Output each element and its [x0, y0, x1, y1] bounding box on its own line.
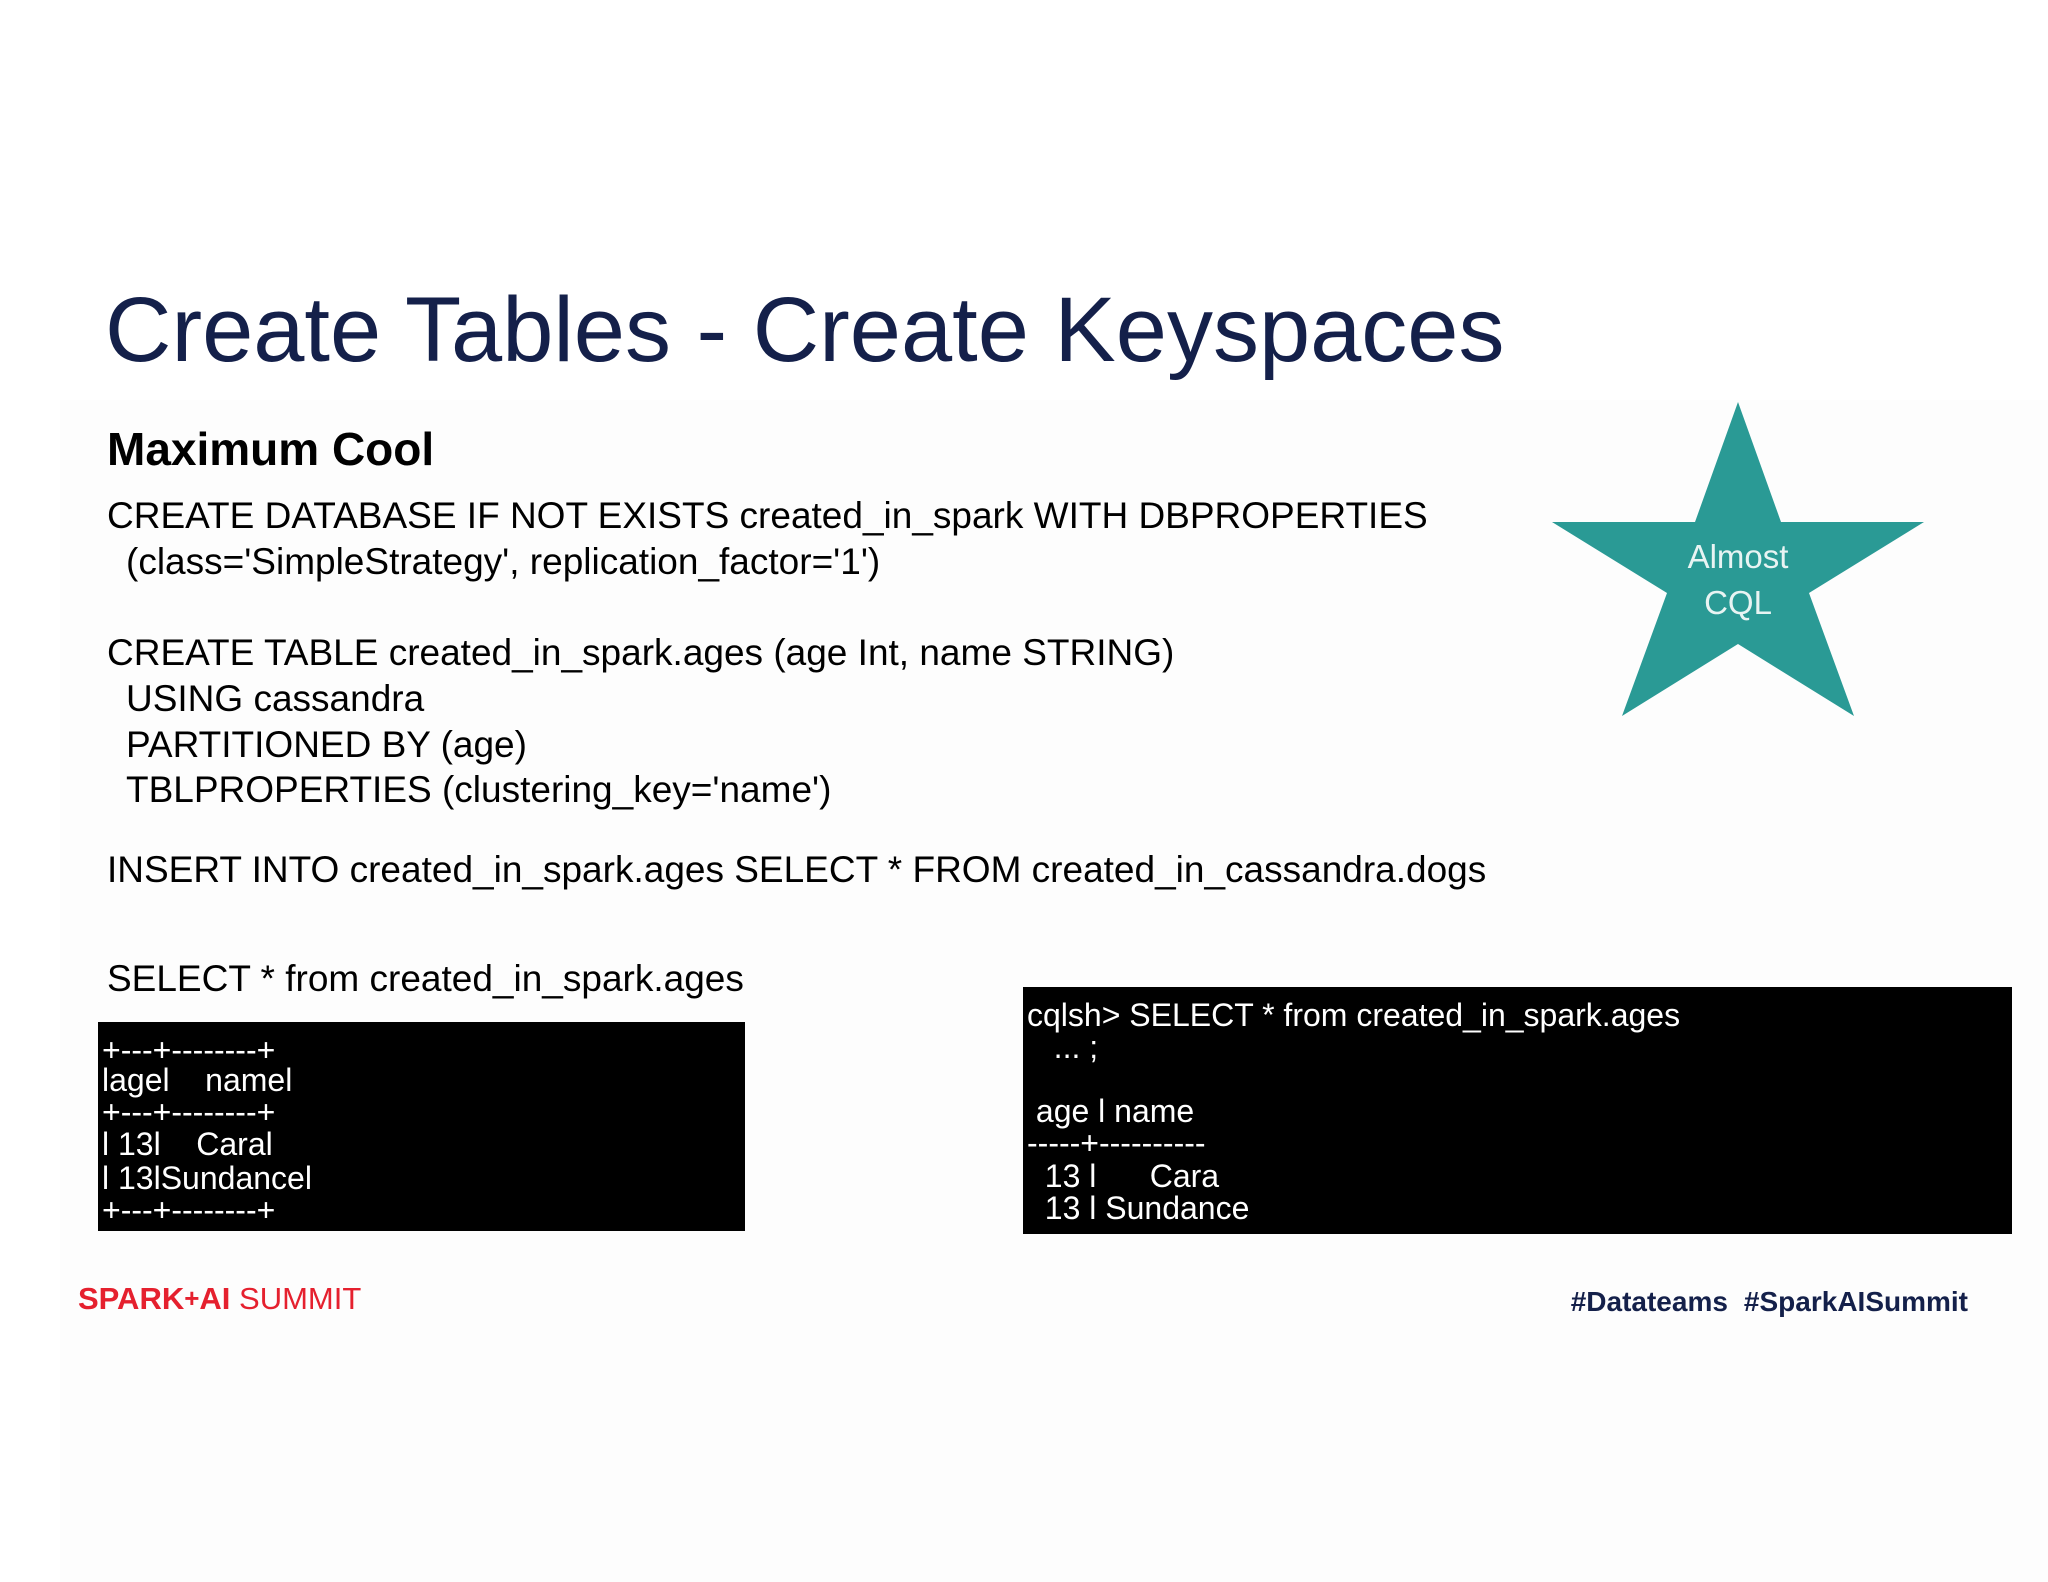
footer-hashtags — [1571, 1288, 1968, 1316]
create-database-line-1: CREATE DATABASE IF NOT EXISTS created_in_spark WITH DBPROPERTIES — [107, 495, 1428, 536]
insert-statement: INSERT INTO created_in_spark.ages SELECT * FROM created_in_cassandra.dogs — [107, 849, 1487, 890]
logo-ai: AI — [199, 1281, 231, 1316]
cqlsh-output-line: cqlsh> SELECT * from created_in_spark.ages — [1027, 997, 1681, 1033]
spark-output-line: +---+--------+ — [102, 1192, 276, 1228]
cqlsh-output-line: age l name — [1027, 1093, 1195, 1129]
slide-title: Create Tables - Create Keyspaces — [105, 279, 1505, 381]
almost-cql-star — [1552, 400, 1924, 718]
create-table-line-2: USING cassandra — [126, 678, 425, 719]
hashtag-datateams: #Datateams — [1570, 1286, 1728, 1317]
cqlsh-output-line: -----+---------- — [1027, 1125, 1206, 1161]
star-label-line-1: Almost — [1687, 538, 1789, 575]
spark-output-line: +---+--------+ — [102, 1094, 276, 1130]
slide-subtitle: Maximum Cool — [107, 423, 435, 475]
create-database-line-2: (class='SimpleStrategy', replication_factor='1') — [126, 541, 881, 582]
cqlsh-output — [1023, 987, 2012, 1234]
logo-summit: SUMMIT — [230, 1281, 362, 1316]
hashtag-sparkaisummit: #SparkAISummit — [1743, 1286, 1968, 1317]
select-statement: SELECT * from created_in_spark.ages — [107, 958, 744, 999]
create-table-line-4: TBLPROPERTIES (clustering_key='name') — [126, 769, 832, 810]
spark-output-line: l 13l Caral — [102, 1126, 273, 1162]
star-label-line-2: CQL — [1704, 584, 1772, 621]
cqlsh-output-line: 13 l Cara — [1027, 1158, 1220, 1194]
logo-plus: + — [184, 1283, 200, 1313]
create-table-line-1: CREATE TABLE created_in_spark.ages (age Int, name STRING) — [107, 632, 1175, 673]
logo-spark: SPARK — [78, 1281, 185, 1316]
spark-ai-summit-logo — [78, 1283, 361, 1314]
spark-output-line: lagel namel — [102, 1062, 293, 1098]
spark-output-line: l 13lSundancel — [102, 1160, 312, 1196]
create-table-line-3: PARTITIONED BY (age) — [126, 724, 527, 765]
spark-output-line: +---+--------+ — [102, 1032, 276, 1068]
cqlsh-output-line: ... ; — [1027, 1029, 1099, 1065]
spark-sql-output — [98, 1022, 745, 1231]
cqlsh-output-line: 13 l Sundance — [1027, 1190, 1250, 1226]
